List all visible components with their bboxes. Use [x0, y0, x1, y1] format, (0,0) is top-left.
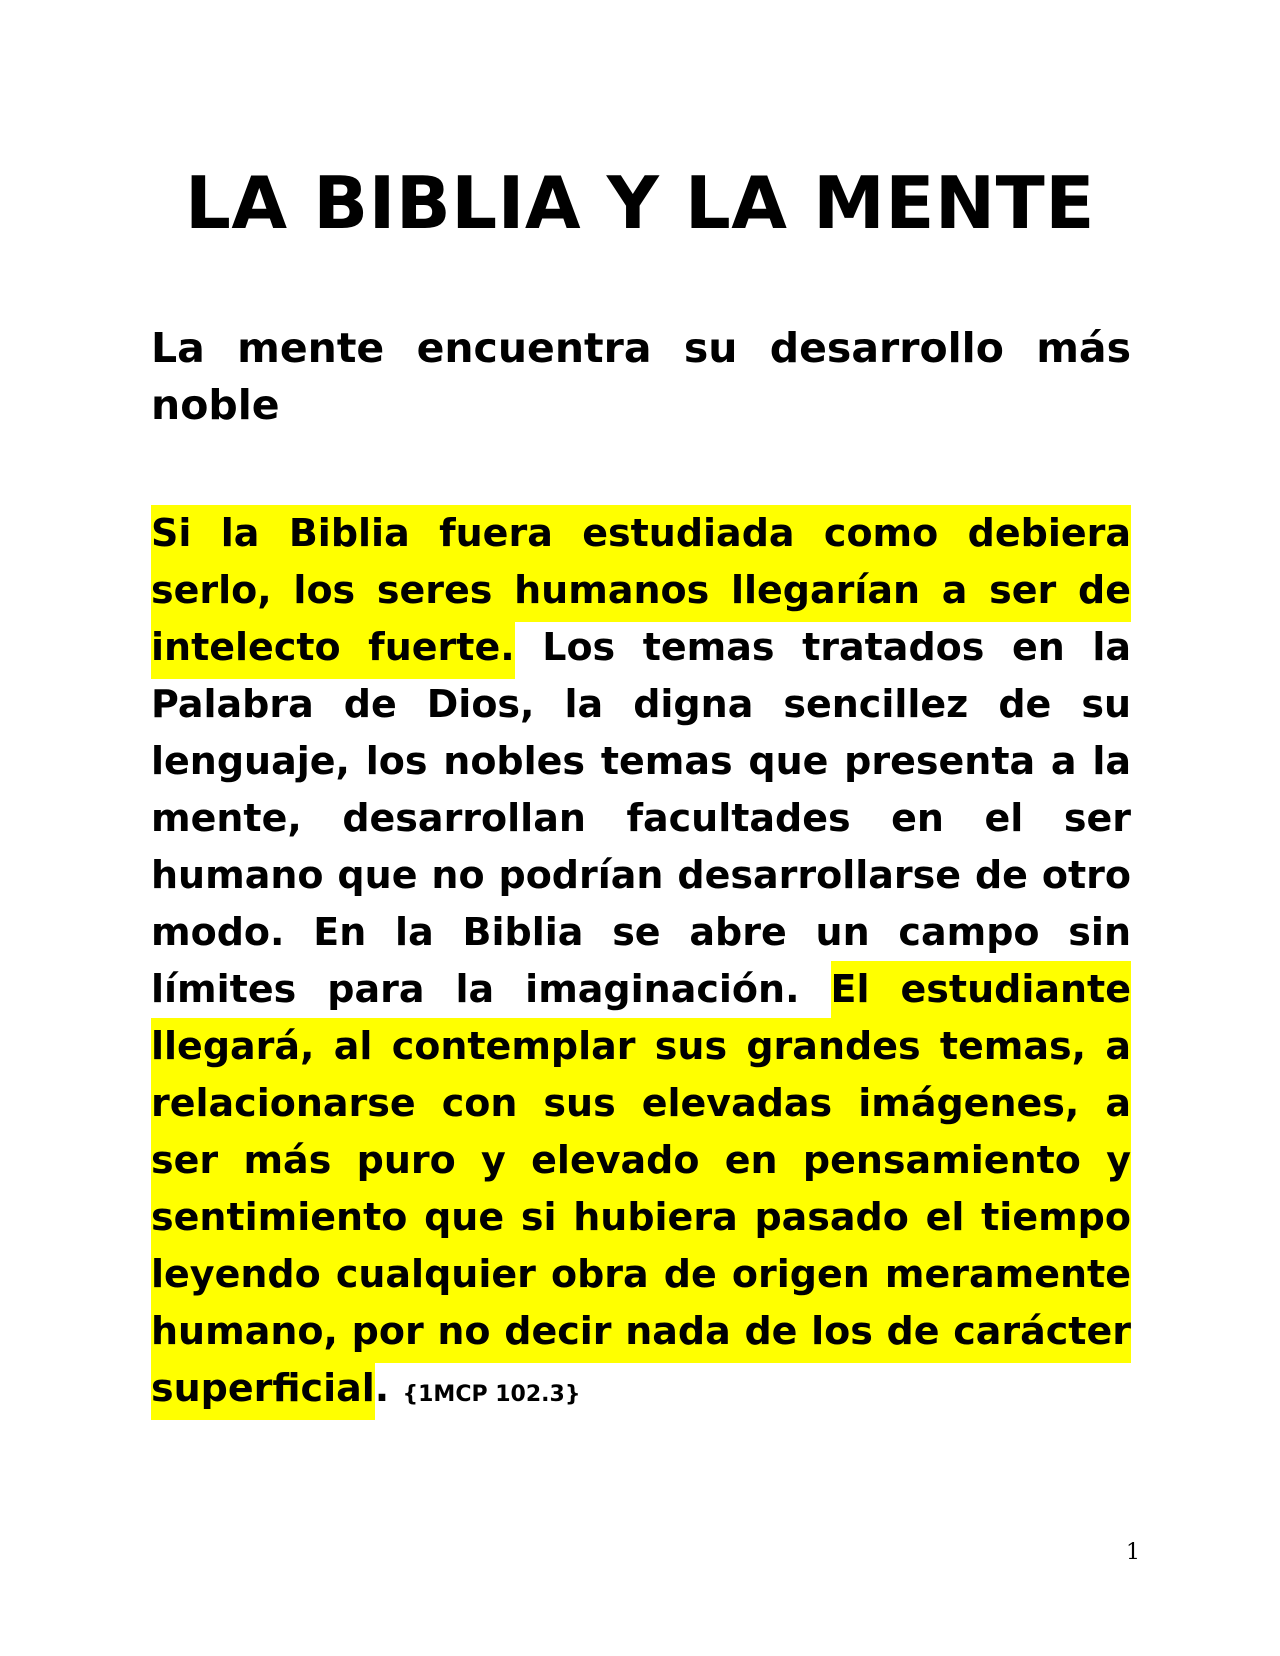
document-subtitle: La mente encuentra su desarrollo más noble — [151, 324, 1131, 429]
highlighted-text: El estudiante llegará, al contemplar sus grandes temas, a relacionarse con sus elevadas imágenes, a ser más puro y elevado en pensamiento y sentimiento que si hubiera pasado el tiempo leyendo cualquier obra de origen meramente humano, por no decir nada de los de carácter superficial — [151, 961, 1131, 1420]
highlighted-text: Si la Biblia fuera estudiada como debiera serlo, los seres humanos llegarían a ser de intelecto fuerte. — [151, 505, 1131, 679]
document-title: LA BIBLIA Y LA MENTE — [185, 161, 1095, 245]
paragraph-punctuation: . — [374, 1366, 403, 1410]
source-reference: {1MCP 102.3} — [402, 1382, 581, 1407]
body-paragraph — [151, 505, 1131, 1417]
paragraph-text: Los temas tratados en la Palabra de Dios, la digna sencillez de su lenguaje, los nobles temas que presenta a la mente, desarrollan facultades en el ser humano que no podrían desarrollarse de otro modo. En la Biblia se abre un campo sin límites para la imaginación. — [151, 625, 1132, 1011]
page-number: 1 — [1126, 1540, 1140, 1565]
